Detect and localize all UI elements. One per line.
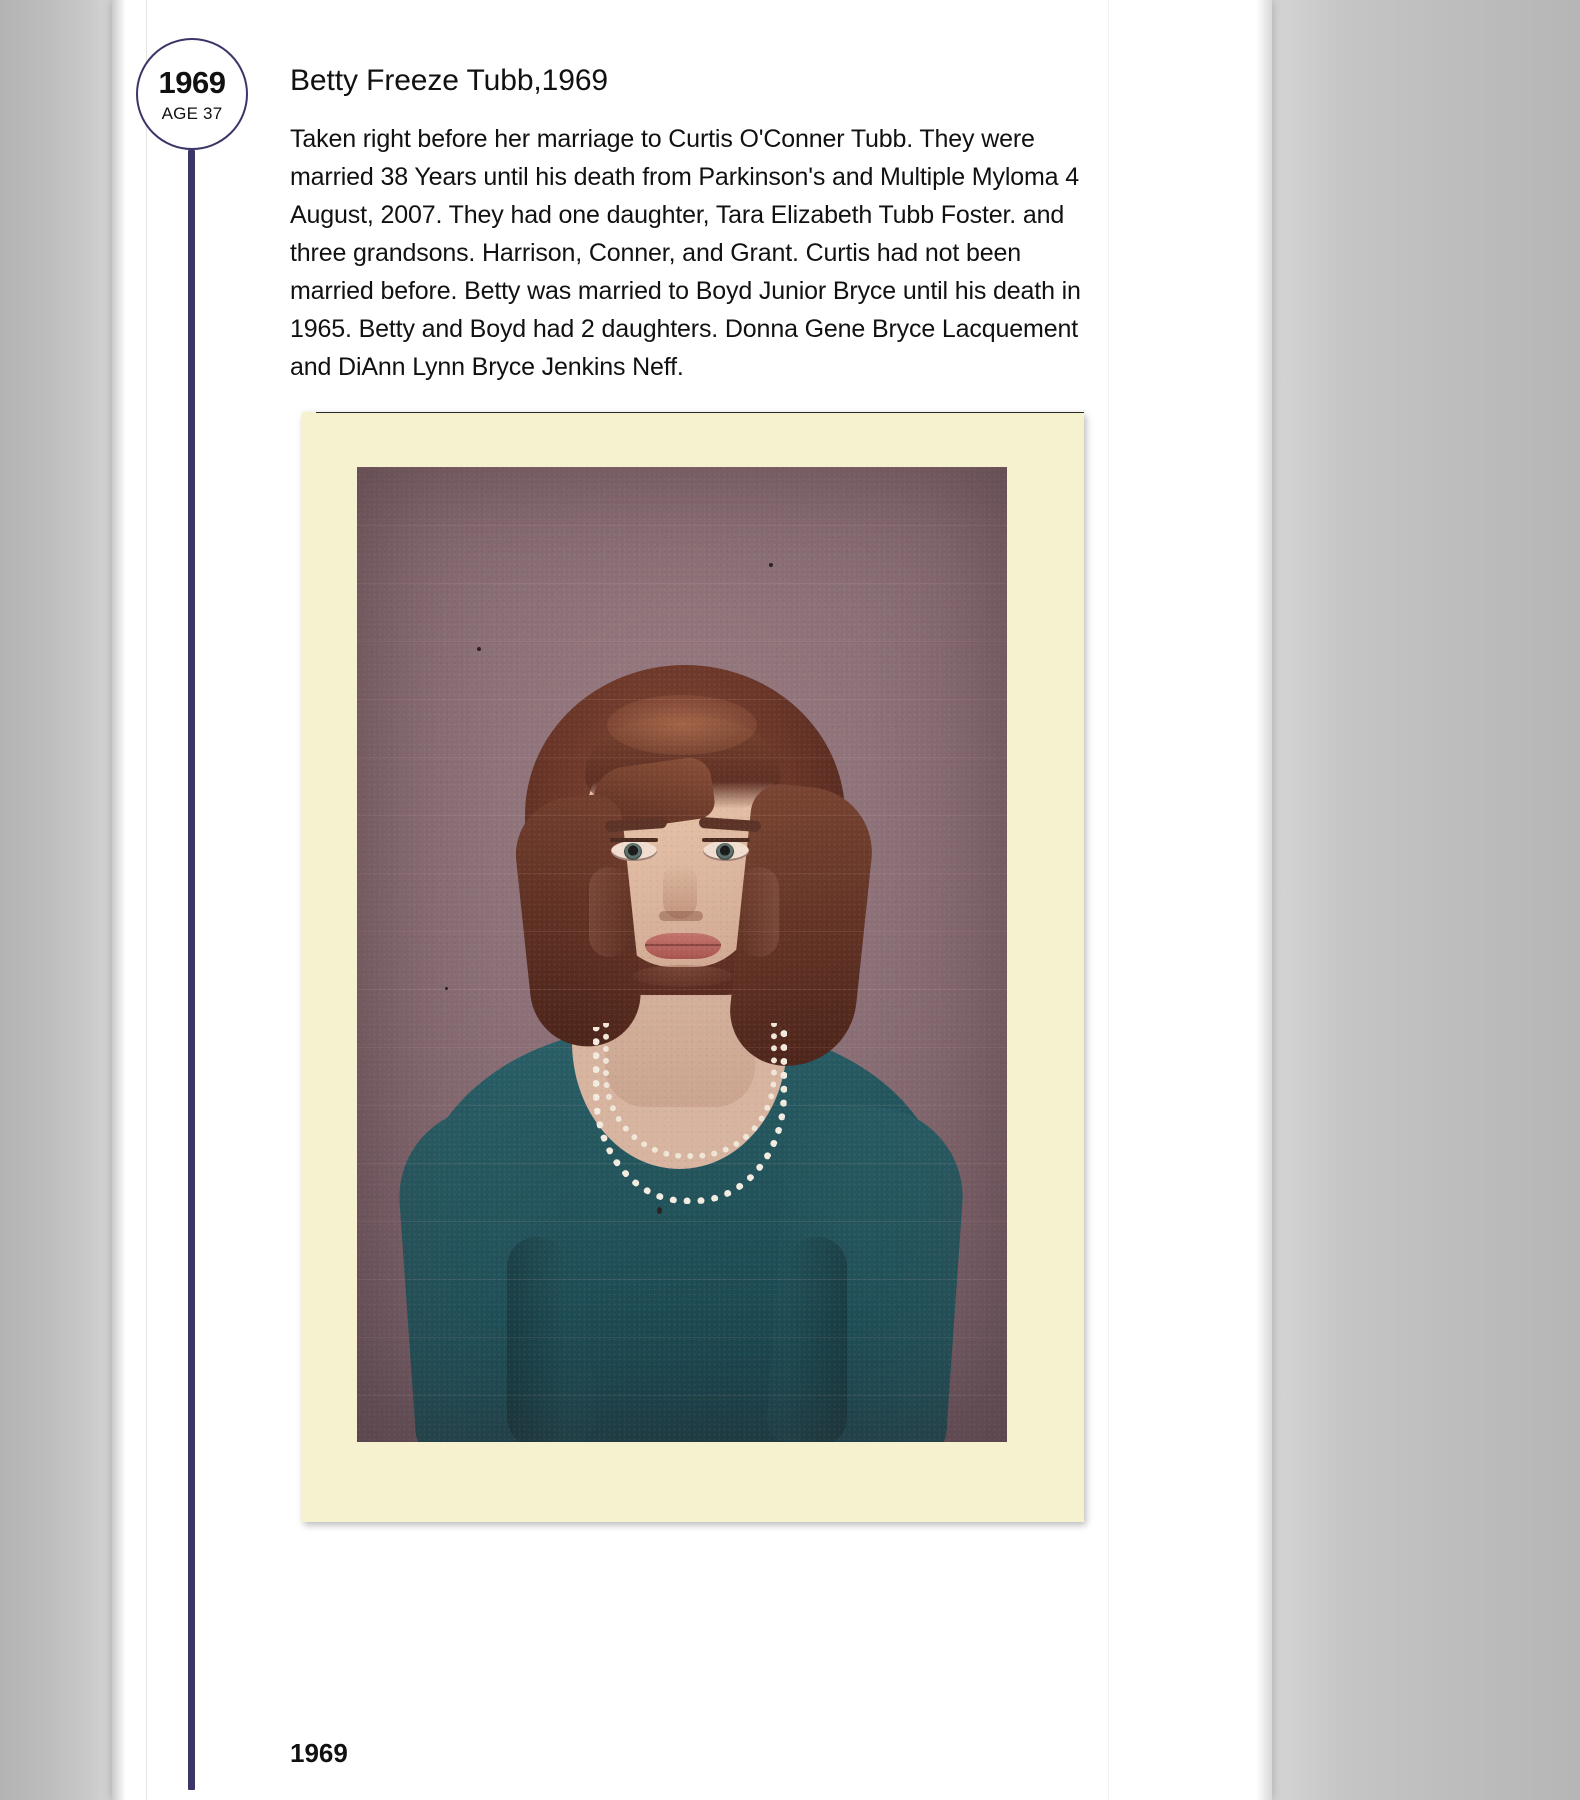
photograph[interactable]	[302, 412, 1084, 1522]
photo-caption: 1969	[290, 1738, 348, 1768]
photograph-top-edge	[316, 412, 1084, 413]
page-fold-line	[146, 0, 147, 1800]
entry-block	[290, 64, 1090, 386]
scan-background-left-edge	[0, 0, 118, 1800]
photo-grain	[357, 467, 1007, 1442]
timeline-rail	[188, 150, 195, 1790]
scan-background-right-edge	[1268, 0, 1580, 1800]
timeline-year-marker[interactable]	[136, 38, 248, 150]
timeline-year-label: 1969	[158, 64, 226, 100]
dust-speck	[445, 987, 448, 990]
timeline-age-label: AGE 37	[161, 103, 223, 123]
entry-body-text: Taken right before her marriage to Curtis O'Conner Tubb. They were married 38 Years until his death from Parkinson's and Multiple Myloma 4 August, 2007. They had one daughter, Tara Elizabeth Tubb Foster. and three grandsons. Harrison, Conner, and Grant. Curtis had not been married before. Betty was married to Boyd Junior Bryce until his death in 1965. Betty and Boyd had 2 daughters. Donna Gene Bryce Lacquement and DiAnn Lynn Bryce Jenkins Neff.	[290, 125, 1081, 381]
dust-speck	[769, 563, 773, 567]
dust-speck	[477, 647, 481, 651]
entry-title: Betty Freeze Tubb,1969	[290, 64, 609, 97]
dust-speck	[657, 1207, 662, 1214]
page-fold-line-right	[1108, 0, 1109, 1800]
photograph-image-area	[357, 467, 1007, 1442]
